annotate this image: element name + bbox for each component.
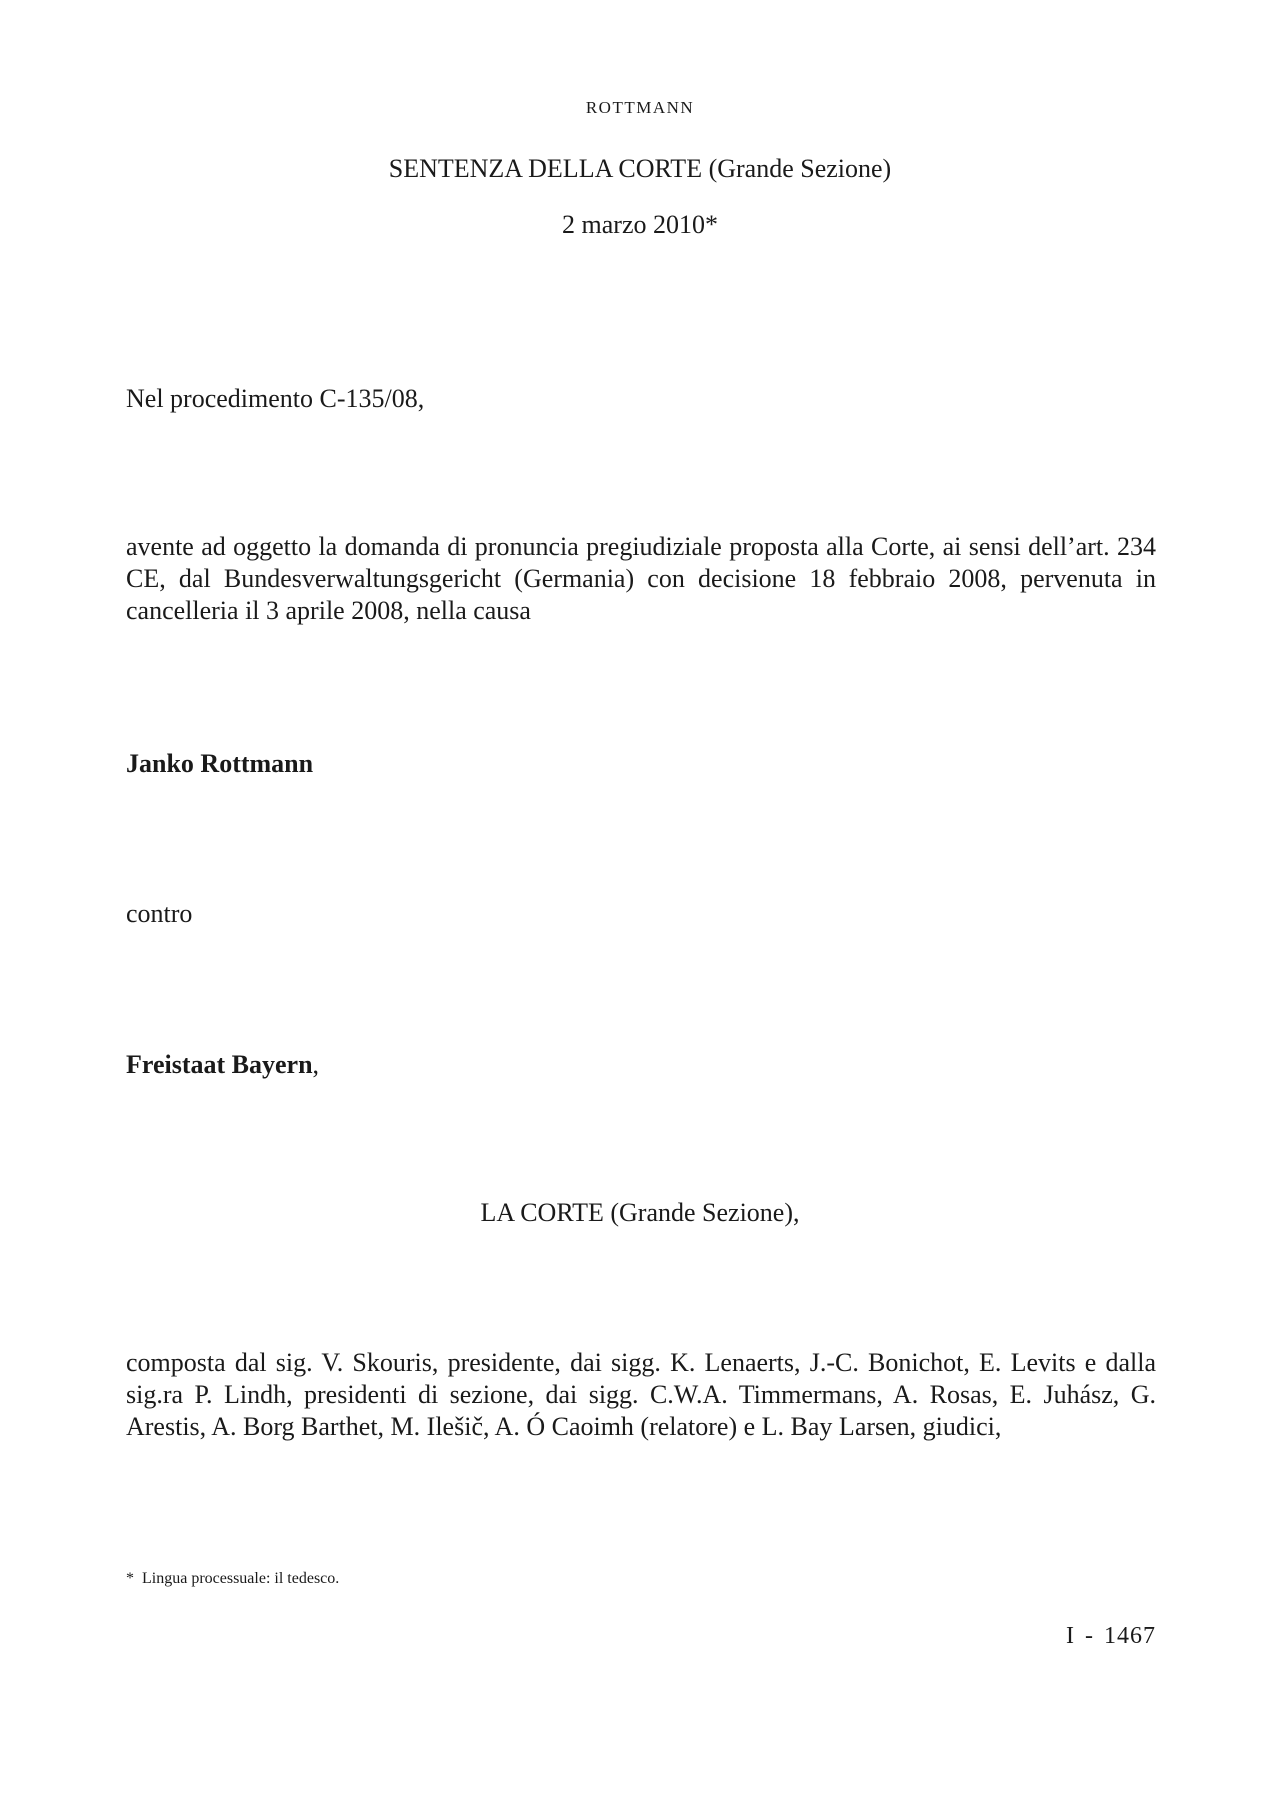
footnote-mark: * [126,1570,134,1587]
running-head: ROTTMANN [585,98,695,117]
judgment-date: 2 marzo 2010* [562,210,718,239]
footnote [126,1570,339,1588]
court-heading: LA CORTE (Grande Sezione), [480,1198,800,1227]
applicant-name: Janko Rottmann [126,749,314,778]
subject-paragraph: avente ad oggetto la domanda di pronuncia pregiudiziale proposta alla Corte, ai sensi dell’art. 234 CE, dal Bundesverwaltungsgericht (Germania) con decisione 18 febbraio 2008, pervenuta in cancelleria il 3 aprile 2008, nella causa [126,532,1156,625]
defendant-name: Freistaat Bayern [126,1050,313,1079]
page-separator: - [1085,1623,1094,1649]
defendant-punctuation: , [312,1050,320,1079]
defendant-line [126,1049,1156,1081]
page-num: 1467 [1104,1623,1156,1649]
versus-text: contro [126,899,193,928]
page-number [1066,1623,1156,1650]
footnote-text: Lingua processuale: il tedesco. [142,1570,340,1587]
composition-paragraph: composta dal sig. V. Skouris, presidente, dai sigg. K. Lenaerts, J.-C. Bonichot, E. Levits e dalla sig.ra P. Lindh, presidenti di sezione, dai sigg. C.W.A. Timmermans, A. Rosas, E. Juhász, G. Arestis, A. Borg Barthet, M. Ilešič, A. Ó Caoimh (relatore) e L. Bay Larsen, giudici, [126,1348,1156,1441]
case-number-paragraph: Nel procedimento C-135/08, [126,384,425,413]
page-volume: I [1066,1623,1075,1649]
judgment-title: SENTENZA DELLA CORTE (Grande Sezione) [388,154,892,183]
